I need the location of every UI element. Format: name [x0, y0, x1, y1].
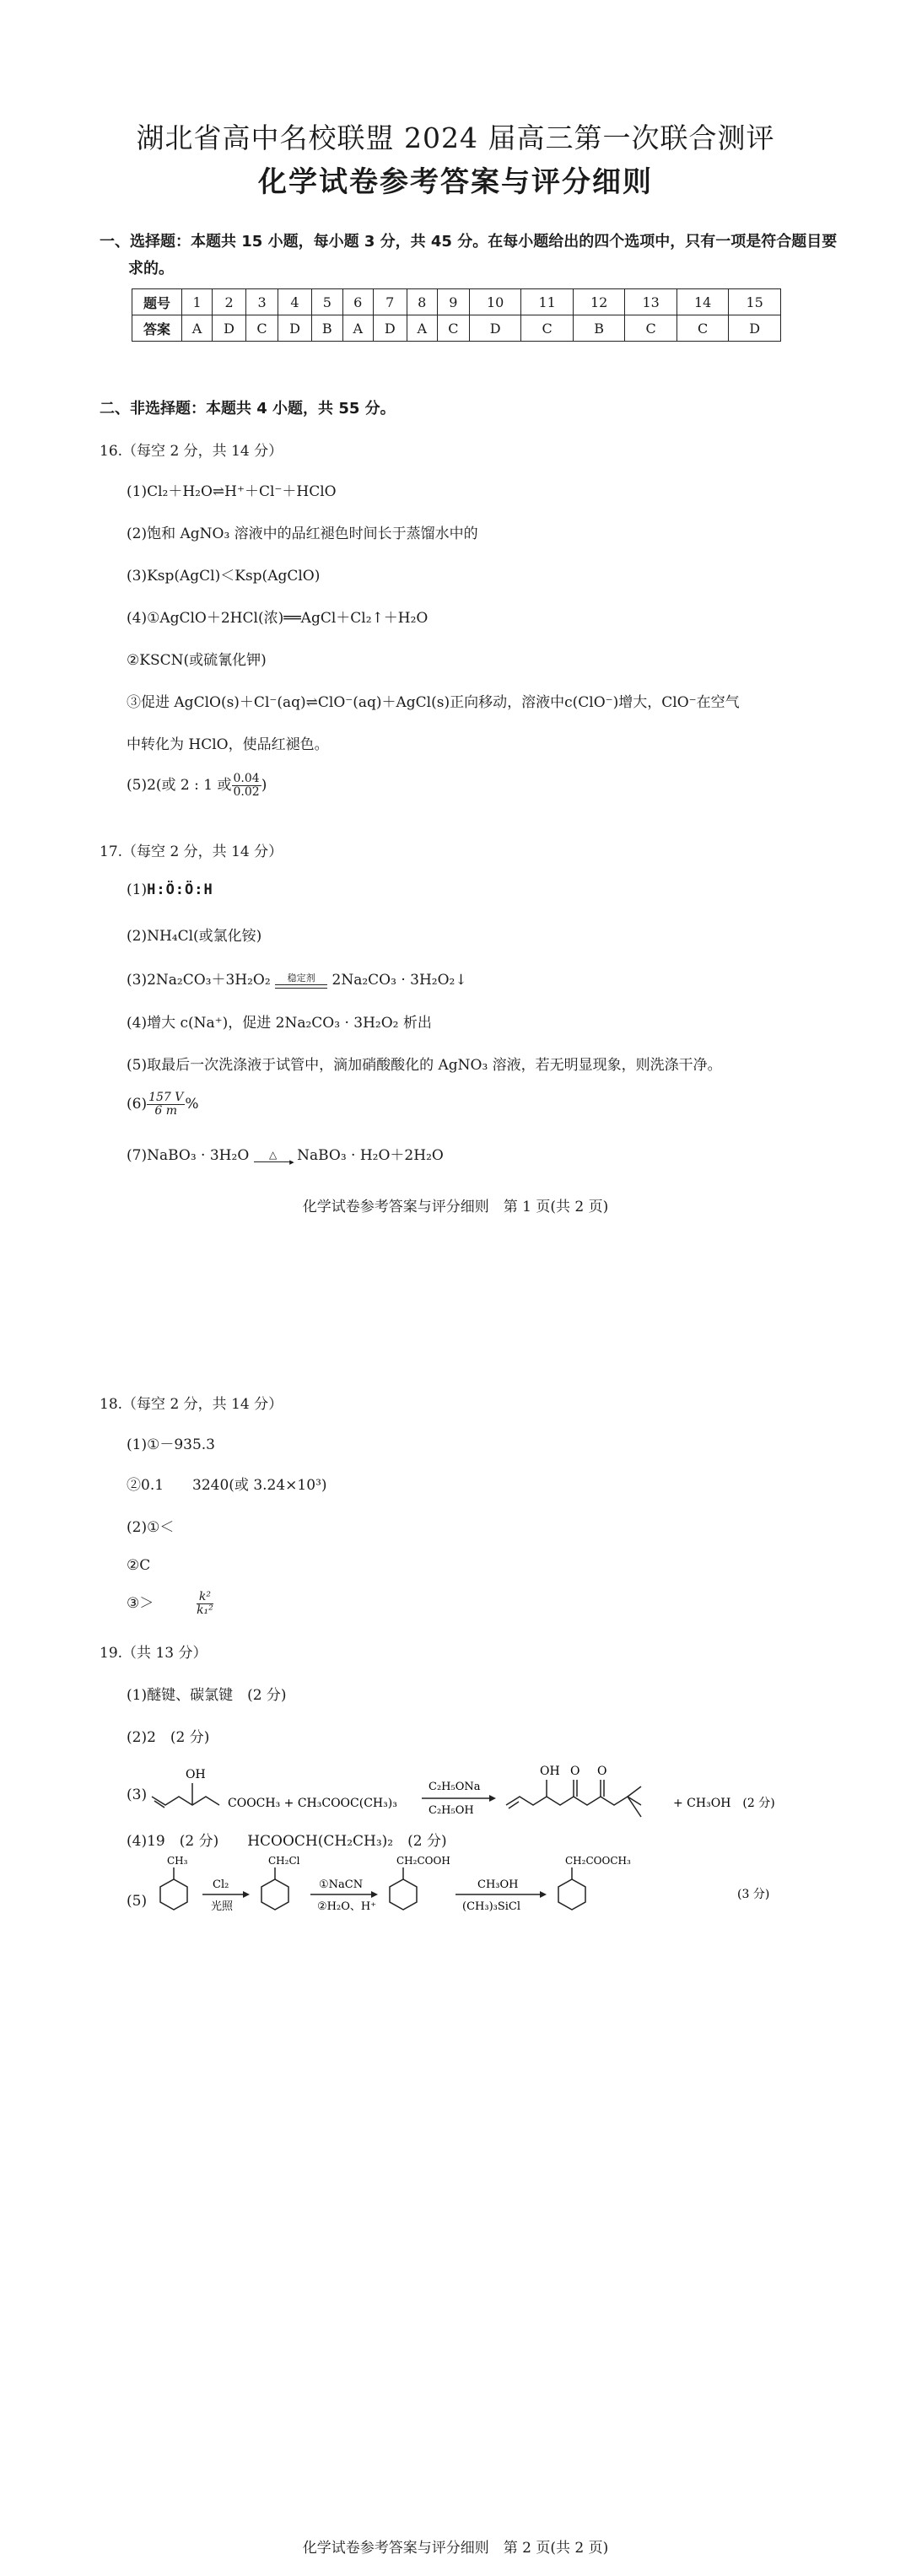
q19-line2: (2)2 (2 分)	[127, 1729, 210, 1746]
table-cell: 14	[677, 289, 728, 315]
section1-heading: 一、选择题：本题共 15 小题，每小题 3 分，共 45 分。在每小题给出的四个选项中，只有一项是符合题目要	[100, 233, 838, 251]
arrow-head-icon: ▸	[289, 1156, 294, 1167]
q17-line7	[127, 1143, 444, 1167]
page-footer-2: 化学试卷参考答案与评分细则 第 2 页(共 2 页)	[302, 2540, 609, 2557]
reactant-skeleton	[152, 1797, 219, 1805]
q16-header: 16.（每空 2 分，共 14 分）	[100, 443, 283, 460]
table-cell: 12	[573, 289, 624, 315]
table-cell: D	[213, 315, 246, 342]
q18-line1: (1)①－935.3	[127, 1436, 215, 1453]
q17-line7-right: NaBO₃ · H₂O＋2H₂O	[297, 1147, 444, 1164]
condition-top-label: C₂H₅ONa	[429, 1781, 481, 1793]
table-cell: 15	[729, 289, 781, 315]
table-cell: D	[469, 315, 520, 342]
table-cell: D	[373, 315, 407, 342]
product-ketone-label: O	[570, 1765, 580, 1778]
q18-line2: ②0.1 3240(或 3.24×10³)	[127, 1477, 327, 1494]
fraction-denominator: 6 m	[154, 1104, 178, 1118]
q17-fraction	[147, 1091, 185, 1118]
arrow3-top-label: CH₃OH	[477, 1878, 519, 1891]
q18-line3: (2)①＜	[127, 1519, 175, 1536]
substituent-1-label: CH₃	[167, 1855, 188, 1867]
q16-line1: (1)Cl₂＋H₂O⇌H⁺＋Cl⁻＋HClO	[127, 483, 337, 500]
q17-line3-left: (3)2Na₂CO₃＋3H₂O₂	[127, 972, 271, 989]
section2-heading: 二、非选择题：本题共 4 小题，共 55 分。	[100, 400, 396, 418]
q19-line1: (1)醚键、碳氯键 (2 分)	[127, 1687, 287, 1704]
condition-label: 稳定剂	[287, 972, 315, 984]
fraction-numerator: 0.04	[233, 772, 260, 785]
benzene-ring-4	[558, 1879, 585, 1910]
table-cell: D	[278, 315, 312, 342]
product-ester-label: O	[597, 1765, 607, 1778]
substituent-2-label: CH₂Cl	[268, 1855, 300, 1867]
q17-line5: (5)取最后一次洗涤液于试管中，滴加硝酸酸化的 AgNO₃ 溶液，若无明显现象，则洗涤干净。	[127, 1057, 722, 1074]
heat-arrow	[254, 1149, 294, 1167]
section1-heading-cont: 求的。	[128, 260, 174, 278]
benzene-ring-1	[160, 1879, 187, 1910]
q17-line1	[127, 881, 213, 898]
table-cell: 2	[213, 289, 246, 315]
arrow1-bottom-label: 光照	[211, 1900, 234, 1913]
q17-line4: (4)增大 c(Na⁺)，促进 2Na₂CO₃ · 3H₂O₂ 析出	[127, 1015, 432, 1032]
product-skeleton	[506, 1797, 641, 1805]
q18-line5	[127, 1591, 213, 1617]
synthesis-route	[150, 1847, 791, 1935]
table-cell: A	[342, 315, 373, 342]
table-cell: C	[521, 315, 573, 342]
table-cell: 5	[311, 289, 342, 315]
q17-header: 17.（每空 2 分，共 14 分）	[100, 843, 283, 860]
table-cell: 1	[182, 289, 213, 315]
table-cell: C	[677, 315, 728, 342]
product-tbu-1	[628, 1786, 641, 1797]
table-cell: B	[311, 315, 342, 342]
table-cell: C	[245, 315, 278, 342]
table-cell: 13	[625, 289, 677, 315]
q16-line6: ③促进 AgClO(s)＋Cl⁻(aq)⇌ClO⁻(aq)＋AgCl(s)正向移动，溶液中c(ClO⁻)增大，ClO⁻在空气	[127, 694, 740, 711]
q18-line5-prefix: ③＞	[127, 1595, 154, 1612]
q16-line8-prefix: (5)2(或 2 : 1 或	[127, 777, 232, 794]
table-cell: A	[407, 315, 437, 342]
q16-line3: (3)Ksp(AgCl)＜Ksp(AgClO)	[127, 568, 321, 585]
table-cell: 6	[342, 289, 373, 315]
answer-table	[132, 288, 781, 342]
document-title: 湖北省高中名校联盟 2024 届高三第一次联合测评	[136, 121, 775, 154]
arrow2-bottom-label: ②H₂O、H⁺	[317, 1900, 377, 1913]
row-label-number: 题号	[132, 289, 182, 315]
equals-sign	[275, 984, 327, 989]
fraction-numerator: 157 V	[148, 1091, 184, 1104]
arrow-1-head	[243, 1891, 250, 1898]
substituent-4-label: CH₂COOCH₃	[565, 1855, 631, 1867]
document-subtitle: 化学试卷参考答案与评分细则	[258, 165, 653, 199]
table-cell: B	[573, 315, 624, 342]
arrow1-top-label: Cl₂	[213, 1878, 229, 1891]
product-side-label: + CH₃OH (2 分)	[673, 1797, 775, 1810]
table-cell: C	[625, 315, 677, 342]
table-cell: 4	[278, 289, 312, 315]
row-label-answer: 答案	[132, 315, 182, 342]
q16-fraction	[232, 773, 261, 799]
table-cell: 8	[407, 289, 437, 315]
reaction-condition	[275, 973, 327, 989]
q19-line3-label: (3)	[127, 1786, 148, 1803]
fraction-numerator: k²	[197, 1591, 213, 1604]
benzene-ring-3	[390, 1879, 417, 1910]
q16-line4: (4)①AgClO＋2HCl(浓)══AgCl＋Cl₂↑＋H₂O	[127, 610, 429, 627]
arrow3-bottom-label: (CH₃)₃SiCl	[462, 1900, 521, 1913]
q17-line2: (2)NH₄Cl(或氯化铵)	[127, 928, 262, 945]
q17-line6	[127, 1091, 199, 1118]
reaction-scheme-3	[150, 1756, 791, 1835]
table-cell: 3	[245, 289, 278, 315]
q16-line2: (2)饱和 AgNO₃ 溶液中的品红褪色时间长于蒸馏水中的	[127, 525, 478, 542]
page-footer-1: 化学试卷参考答案与评分细则 第 1 页(共 2 页)	[302, 1199, 609, 1215]
q19-line5-label: (5)	[127, 1893, 148, 1910]
reactant-oh-label: OH	[186, 1768, 206, 1781]
q19-header: 19.（共 13 分）	[100, 1645, 208, 1662]
table-cell: 9	[437, 289, 469, 315]
q18-line4: ②C	[127, 1557, 151, 1574]
q16-line8-suffix: )	[261, 777, 267, 794]
q17-line6-prefix: (6)	[127, 1096, 148, 1113]
substituent-3-label: CH₂COOH	[396, 1855, 450, 1867]
q17-line3-right: 2Na₂CO₃ · 3H₂O₂↓	[332, 972, 467, 989]
arrow-3-head	[540, 1891, 547, 1898]
table-cell: 11	[521, 289, 573, 315]
benzene-ring-2	[261, 1879, 288, 1910]
table-cell: A	[182, 315, 213, 342]
q16-line8	[127, 773, 267, 799]
fraction-denominator: k₁²	[197, 1603, 213, 1617]
reaction-scheme-3-svg	[150, 1756, 791, 1832]
reaction-arrow-head	[489, 1795, 496, 1802]
q17-line6-suffix: %	[185, 1096, 199, 1113]
fraction-denominator: 0.02	[233, 785, 260, 799]
table-row-numbers	[132, 289, 781, 315]
reactant-tail-label: COOCH₃ + CH₃COOC(CH₃)₃	[228, 1797, 397, 1810]
arrow2-top-label: ①NaCN	[319, 1878, 364, 1891]
score-label: (3 分)	[737, 1888, 770, 1901]
electron-formula: H:Ö:Ö:H	[147, 881, 213, 898]
q17-line1-prefix: (1)	[127, 881, 148, 898]
arrow-line	[254, 1156, 294, 1167]
q16-line5: ②KSCN(或硫氰化钾)	[127, 652, 267, 669]
table-cell: 10	[469, 289, 520, 315]
table-row-answers	[132, 315, 781, 342]
product-tbu-2	[628, 1797, 641, 1817]
q17-line7-left: (7)NaBO₃ · 3H₂O	[127, 1147, 250, 1164]
product-oh-label: OH	[540, 1765, 560, 1778]
heat-symbol: △	[269, 1149, 278, 1161]
q17-line3	[127, 967, 467, 989]
condition-bottom-label: C₂H₅OH	[429, 1804, 474, 1817]
table-cell: D	[729, 315, 781, 342]
table-cell: 7	[373, 289, 407, 315]
synthesis-route-svg	[150, 1847, 791, 1932]
q18-header: 18.（每空 2 分，共 14 分）	[100, 1396, 283, 1413]
q19-line4: (4)19 (2 分) HCOOCH(CH₂CH₃)₂ (2 分)	[127, 1833, 447, 1850]
arrow-2-head	[371, 1891, 378, 1898]
q18-fraction	[197, 1591, 213, 1617]
table-cell: C	[437, 315, 469, 342]
q16-line7: 中转化为 HClO，使品红褪色。	[127, 736, 329, 753]
